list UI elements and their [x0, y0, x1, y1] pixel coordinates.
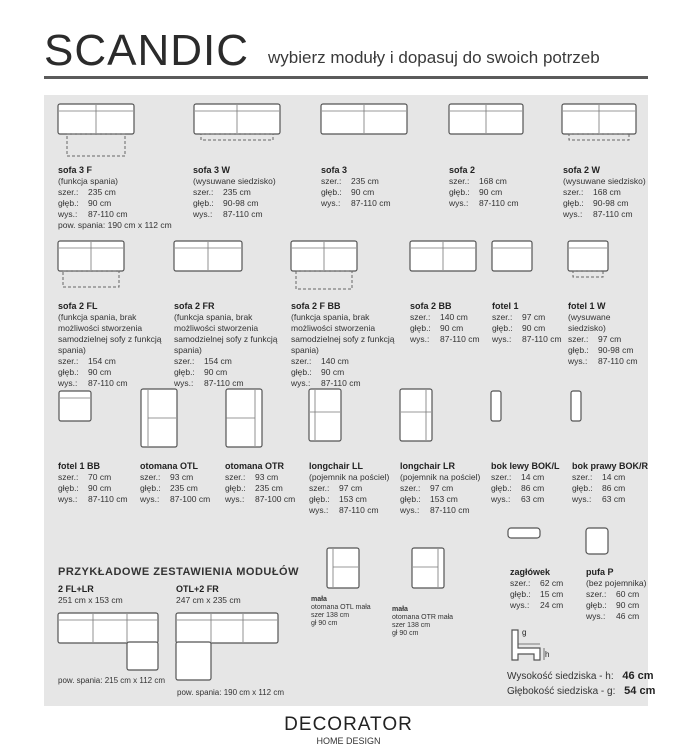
- module-longchair-ll: [309, 461, 397, 516]
- header-rule: [44, 76, 648, 79]
- spec-key: pow. spania:: [58, 220, 106, 230]
- spec-key: szer.:: [58, 472, 79, 482]
- spec-val: 87-110 cm: [351, 198, 391, 208]
- combo-name: 2 FL+LR: [58, 584, 94, 594]
- longchair-ll-drawing: [308, 388, 344, 444]
- spec-key: szer.:: [321, 176, 342, 186]
- spec-key: wys.:: [58, 378, 78, 388]
- spec-val: 140 cm: [321, 356, 349, 366]
- spec-val: 87-100 cm: [255, 494, 296, 504]
- spec-key: głęb.:: [492, 323, 513, 333]
- spec-val: 90 cm: [351, 187, 375, 197]
- module-sofa-3w: [193, 165, 303, 220]
- spec-val: 87-110 cm: [430, 505, 470, 515]
- module-name: bok prawy BOK/R: [572, 461, 649, 471]
- spec-key: wys.:: [492, 334, 512, 344]
- spec-val: 62 cm: [540, 578, 564, 588]
- module-name: otomana OTL: [140, 461, 198, 471]
- spec-val: 24 cm: [540, 600, 564, 610]
- spec-key: wys.:: [510, 600, 530, 610]
- module-note: (pojemnik na pościel): [309, 472, 390, 482]
- bok-lewy-drawing: [490, 390, 504, 424]
- spec-key: szer.:: [449, 176, 470, 186]
- fotel-1bb-drawing: [58, 390, 94, 424]
- spec-val: 97 cm: [598, 334, 622, 344]
- spec-val: 46 cm: [616, 611, 640, 621]
- module-note: (pojemnik na pościel): [400, 472, 481, 482]
- spec-val: 235 cm: [255, 483, 283, 493]
- module-name: longchair LR: [400, 461, 456, 471]
- spec-key: głęb.:: [563, 198, 584, 208]
- sofa-3w-drawing: [193, 103, 283, 143]
- spec-key: wys.:: [58, 494, 78, 504]
- module-note: (bez pojemnika): [586, 578, 647, 588]
- spec-key: głęb.:: [510, 589, 531, 599]
- spec-val: 60 cm: [616, 589, 640, 599]
- otomana-otl-small: [311, 596, 371, 628]
- combo-size: 251 cm x 153 cm: [58, 595, 123, 605]
- spec-val: 87-110 cm: [88, 494, 128, 504]
- seat-height: [507, 670, 654, 682]
- combo-otl-2fr-sleep: pow. spania: 190 cm x 112 cm: [177, 688, 285, 697]
- spec-key: wys.:: [140, 494, 160, 504]
- spec-val: 90-98 cm: [223, 198, 259, 208]
- bok-prawy-drawing: [570, 390, 584, 424]
- module-note: (funkcja spania, brak możliwości stworzenia samodzielnej sofy z funkcją spania): [174, 312, 278, 355]
- spec-val: 90 cm: [479, 187, 503, 197]
- module-note: (funkcja spania, brak możliwości stworzenia samodzielnej sofy z funkcją spania): [291, 312, 395, 355]
- combo-otl-2fr: [176, 584, 286, 606]
- small-spec: gł 90 cm: [392, 630, 419, 637]
- spec-val: 90 cm: [88, 367, 112, 377]
- spec-val: 90-98 cm: [598, 345, 634, 355]
- spec-val: 86 cm: [521, 483, 545, 493]
- module-note: (funkcja spania): [58, 176, 119, 186]
- spec-key: głęb.:: [410, 323, 431, 333]
- spec-val: 90 cm: [616, 600, 640, 610]
- module-note: (wysuwane siedzisko): [193, 176, 276, 186]
- footer-sub: HOME DESIGN: [316, 736, 381, 746]
- seat-depth-label: Głębokość siedziska - g:: [507, 686, 616, 697]
- spec-key: wys.:: [291, 378, 311, 388]
- spec-val: 154 cm: [204, 356, 232, 366]
- module-fotel-1: [492, 301, 566, 345]
- otomana-otr-drawing: [225, 388, 265, 450]
- spec-key: szer.:: [193, 187, 214, 197]
- combo-2fl-lr: [58, 584, 168, 606]
- spec-key: głęb.:: [572, 483, 593, 493]
- spec-key: głęb.:: [400, 494, 421, 504]
- spec-val: 153 cm: [430, 494, 458, 504]
- spec-val: 235 cm: [223, 187, 251, 197]
- module-name: zagłówek: [510, 567, 551, 577]
- spec-key: wys.:: [193, 209, 213, 219]
- spec-key: głęb.:: [140, 483, 161, 493]
- module-name: longchair LL: [309, 461, 363, 471]
- module-name: fotel 1 BB: [58, 461, 101, 471]
- combo-otl-2fr-drawing: [175, 612, 281, 684]
- spec-key: głęb.:: [586, 600, 607, 610]
- spec-key: głęb.:: [568, 345, 589, 355]
- spec-key: wys.:: [449, 198, 469, 208]
- spec-key: głęb.:: [321, 187, 342, 197]
- spec-val: 90-98 cm: [593, 198, 629, 208]
- spec-val: 90 cm: [88, 483, 112, 493]
- spec-val: 97 cm: [339, 483, 363, 493]
- fotel-1w-drawing: [567, 240, 611, 280]
- sofa-3f-drawing: [57, 103, 137, 158]
- spec-val: 87-100 cm: [170, 494, 211, 504]
- spec-key: wys.:: [410, 334, 430, 344]
- module-name: sofa 2 FR: [174, 301, 215, 311]
- spec-key: wys.:: [321, 198, 341, 208]
- spec-val: 90 cm: [440, 323, 464, 333]
- module-sofa-3f: [58, 165, 178, 231]
- module-sofa-2fl: [58, 301, 168, 389]
- seat-h-mark: h: [545, 650, 550, 659]
- module-name: otomana OTR: [225, 461, 285, 471]
- combo-2fl-lr-drawing: [57, 612, 161, 674]
- spec-key: szer.:: [174, 356, 195, 366]
- combo-2fl-lr-sleep: pow. spania: 215 cm x 112 cm: [58, 676, 166, 685]
- spec-val: 90 cm: [321, 367, 345, 377]
- headrest-drawing: [507, 527, 543, 541]
- module-fotel-1w: [568, 301, 648, 367]
- spec-key: szer.:: [410, 312, 431, 322]
- spec-val: 87-110 cm: [479, 198, 519, 208]
- sofa-2-drawing: [448, 103, 526, 139]
- small-spec: szer 138 cm: [392, 622, 431, 629]
- module-name: sofa 3 W: [193, 165, 231, 175]
- spec-key: szer.:: [291, 356, 312, 366]
- spec-val: 235 cm: [351, 176, 379, 186]
- module-sofa-3: [321, 165, 431, 209]
- module-sofa-2fr: [174, 301, 284, 389]
- spec-val: 15 cm: [540, 589, 564, 599]
- seat-height-label: Wysokość siedziska - h:: [507, 671, 614, 682]
- module-otomana-otr: [225, 461, 307, 505]
- seat-depth-value: 54 cm: [624, 685, 656, 697]
- small-spec: gł 90 cm: [311, 620, 338, 627]
- combo-size: 247 cm x 235 cm: [176, 595, 241, 605]
- spec-key: głęb.:: [491, 483, 512, 493]
- module-pouf: [586, 567, 648, 622]
- module-name: sofa 2 F BB: [291, 301, 341, 311]
- spec-val: 87-110 cm: [598, 356, 638, 366]
- spec-key: szer.:: [586, 589, 607, 599]
- fotel-1-drawing: [491, 240, 535, 276]
- spec-val: 14 cm: [521, 472, 545, 482]
- spec-val: 168 cm: [593, 187, 621, 197]
- combos-title: PRZYKŁADOWE ZESTAWIENIA MODUŁÓW: [58, 566, 299, 578]
- brand-title: SCANDIC: [44, 26, 250, 75]
- pouf-drawing: [585, 527, 611, 557]
- footer-brand: DECORATOR: [284, 714, 413, 735]
- seat-g-mark: g: [522, 628, 527, 637]
- spec-key: szer.:: [491, 472, 512, 482]
- spec-val: 14 cm: [602, 472, 626, 482]
- spec-key: szer.:: [492, 312, 513, 322]
- module-sofa-2bb: [410, 301, 490, 345]
- spec-val: 63 cm: [521, 494, 545, 504]
- sofa-2fbb-drawing: [290, 240, 360, 292]
- spec-key: szer.:: [58, 356, 79, 366]
- spec-key: szer.:: [400, 483, 421, 493]
- spec-val: 87-110 cm: [88, 209, 128, 219]
- module-longchair-lr: [400, 461, 488, 516]
- spec-key: szer.:: [140, 472, 161, 482]
- spec-key: szer.:: [563, 187, 584, 197]
- spec-val: 87-110 cm: [522, 334, 562, 344]
- spec-key: wys.:: [568, 356, 588, 366]
- spec-key: głęb.:: [58, 198, 79, 208]
- spec-val: 87-110 cm: [339, 505, 379, 515]
- spec-val: 90 cm: [522, 323, 546, 333]
- longchair-lr-drawing: [399, 388, 435, 444]
- spec-key: głęb.:: [58, 367, 79, 377]
- spec-key: głęb.:: [309, 494, 330, 504]
- spec-val: 70 cm: [88, 472, 112, 482]
- spec-key: wys.:: [400, 505, 420, 515]
- module-sofa-2w: [563, 165, 648, 220]
- spec-val: 93 cm: [255, 472, 279, 482]
- spec-val: 90 cm: [204, 367, 228, 377]
- module-name: sofa 2: [449, 165, 476, 175]
- module-name: sofa 3 F: [58, 165, 93, 175]
- small-label: otomana OTL mała: [311, 604, 371, 611]
- module-fotel-1bb: [58, 461, 133, 505]
- module-note: (funkcja spania, brak możliwości stworzenia samodzielnej sofy z funkcją spania): [58, 312, 162, 355]
- spec-val: 90 cm: [88, 198, 112, 208]
- module-sofa-2: [449, 165, 549, 209]
- module-name: bok lewy BOK/L: [491, 461, 560, 471]
- seat-profile-icon: [504, 626, 554, 666]
- spec-key: głęb.:: [174, 367, 195, 377]
- spec-key: szer.:: [58, 187, 79, 197]
- spec-key: wys.:: [225, 494, 245, 504]
- sofa-3-drawing: [320, 103, 410, 139]
- seat-depth: [507, 685, 655, 697]
- spec-val: 97 cm: [430, 483, 454, 493]
- module-name: sofa 3: [321, 165, 348, 175]
- spec-val: 87-110 cm: [204, 378, 244, 388]
- sofa-2bb-drawing: [409, 240, 479, 276]
- small-label: otomana OTR mała: [392, 614, 454, 621]
- module-name: sofa 2 BB: [410, 301, 452, 311]
- spec-key: wys.:: [309, 505, 329, 515]
- spec-key: wys.:: [572, 494, 592, 504]
- spec-val: 235 cm: [88, 187, 116, 197]
- module-note: (wysuwane siedzisko): [563, 176, 646, 186]
- otomana-otl-small-drawing: [326, 547, 362, 591]
- spec-key: głęb.:: [291, 367, 312, 377]
- tagline: wybierz moduły i dopasuj do swoich potrzeb: [268, 48, 600, 67]
- spec-val: 190 cm x 112 cm: [107, 220, 172, 230]
- combo-name: OTL+2 FR: [176, 584, 219, 594]
- spec-val: 97 cm: [522, 312, 546, 322]
- module-name: fotel 1: [492, 301, 519, 311]
- spec-val: 235 cm: [170, 483, 198, 493]
- spec-key: wys.:: [174, 378, 194, 388]
- spec-val: 154 cm: [88, 356, 116, 366]
- spec-val: 86 cm: [602, 483, 626, 493]
- spec-key: głęb.:: [58, 483, 79, 493]
- module-note: (wysuwane siedzisko): [568, 312, 611, 333]
- spec-key: szer.:: [572, 472, 593, 482]
- spec-key: szer.:: [568, 334, 589, 344]
- module-sofa-2fbb: [291, 301, 403, 389]
- spec-val: 87-110 cm: [321, 378, 361, 388]
- module-name: pufa P: [586, 567, 614, 577]
- spec-val: 87-110 cm: [88, 378, 128, 388]
- spec-val: 168 cm: [479, 176, 507, 186]
- otomana-otl-drawing: [140, 388, 180, 450]
- spec-key: wys.:: [586, 611, 606, 621]
- small-label: mała: [311, 596, 327, 603]
- spec-val: 153 cm: [339, 494, 367, 504]
- spec-key: szer.:: [309, 483, 330, 493]
- module-name: fotel 1 W: [568, 301, 606, 311]
- spec-key: szer.:: [510, 578, 531, 588]
- small-label: mała: [392, 606, 408, 613]
- module-bok-lewy: [491, 461, 569, 505]
- spec-val: 87-110 cm: [440, 334, 480, 344]
- sofa-2w-drawing: [561, 103, 639, 143]
- spec-val: 87-110 cm: [223, 209, 263, 219]
- spec-val: 140 cm: [440, 312, 468, 322]
- spec-key: szer.:: [225, 472, 246, 482]
- module-otomana-otl: [140, 461, 222, 505]
- small-spec: szer 138 cm: [311, 612, 350, 619]
- spec-key: wys.:: [563, 209, 583, 219]
- spec-key: wys.:: [58, 209, 78, 219]
- otomana-otr-small: [392, 606, 453, 638]
- module-bok-prawy: [572, 461, 648, 505]
- module-name: sofa 2 FL: [58, 301, 98, 311]
- otomana-otr-small-drawing: [411, 547, 447, 591]
- seat-height-value: 46 cm: [622, 670, 654, 682]
- module-headrest: [510, 567, 582, 611]
- module-name: sofa 2 W: [563, 165, 601, 175]
- spec-val: 63 cm: [602, 494, 626, 504]
- spec-key: głęb.:: [225, 483, 246, 493]
- sofa-2fl-drawing: [57, 240, 127, 290]
- spec-val: 87-110 cm: [593, 209, 633, 219]
- spec-key: głęb.:: [449, 187, 470, 197]
- sofa-2fr-drawing: [173, 240, 245, 276]
- spec-key: głęb.:: [193, 198, 214, 208]
- spec-key: wys.:: [491, 494, 511, 504]
- spec-val: 93 cm: [170, 472, 194, 482]
